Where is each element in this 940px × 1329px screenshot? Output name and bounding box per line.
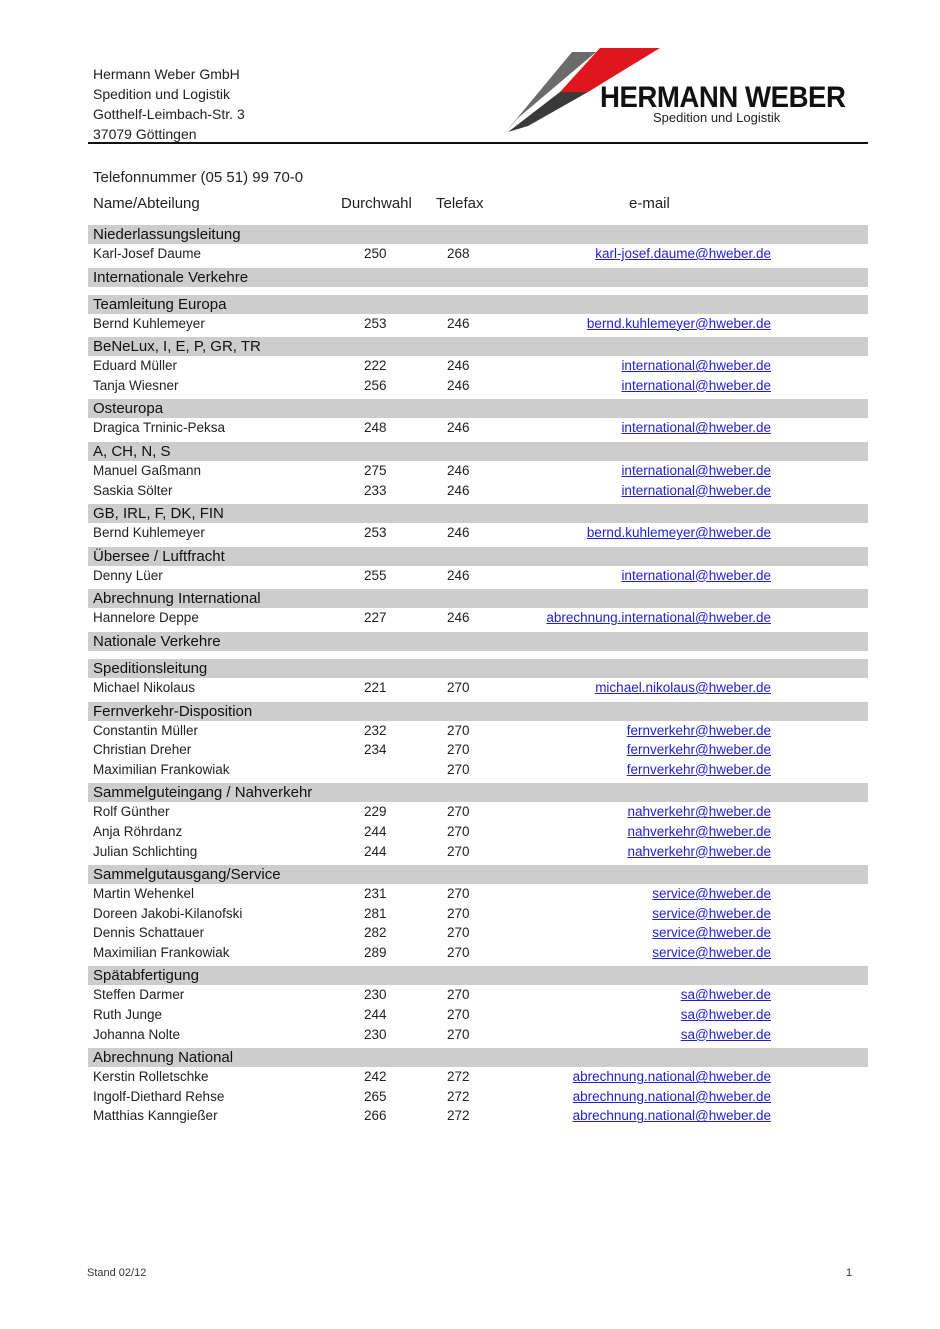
contact-row bbox=[88, 760, 868, 780]
department-section bbox=[88, 702, 868, 780]
department-section bbox=[88, 442, 868, 500]
contact-name: Maximilian Frankowiak bbox=[93, 761, 230, 777]
contact-email-link[interactable]: international@hweber.de bbox=[621, 420, 771, 436]
department-heading: Übersee / Luftfracht bbox=[88, 547, 868, 566]
contact-name: Doreen Jakobi-Kilanofski bbox=[93, 905, 243, 921]
contact-extension: 244 bbox=[364, 1007, 387, 1023]
contact-email-link[interactable]: abrechnung.national@hweber.de bbox=[572, 1108, 771, 1124]
company-address bbox=[93, 64, 245, 144]
contact-name: Dragica Trninic-Peksa bbox=[93, 420, 226, 436]
logo-subtitle: Spedition und Logistik bbox=[653, 110, 781, 125]
contact-name: Christian Dreher bbox=[93, 742, 192, 758]
contact-fax: 246 bbox=[447, 610, 470, 626]
contact-name: Bernd Kuhlemeyer bbox=[93, 525, 205, 541]
department-heading: Abrechnung National bbox=[88, 1048, 868, 1067]
department-heading: Sammelguteingang / Nahverkehr bbox=[88, 783, 868, 802]
contact-fax: 270 bbox=[447, 925, 470, 941]
contact-fax: 270 bbox=[447, 1007, 470, 1023]
contact-name: Michael Nikolaus bbox=[93, 679, 196, 695]
contact-fax: 270 bbox=[447, 679, 470, 695]
company-line2: Spedition und Logistik bbox=[93, 86, 230, 102]
contact-name: Ingolf-Diethard Rehse bbox=[93, 1088, 225, 1104]
contact-extension: 281 bbox=[364, 905, 387, 921]
contact-email-link[interactable]: nahverkehr@hweber.de bbox=[627, 823, 771, 839]
contact-extension: 221 bbox=[364, 679, 387, 695]
contact-fax: 270 bbox=[447, 843, 470, 859]
department-section bbox=[88, 295, 868, 334]
company-logo bbox=[500, 46, 870, 138]
department-section bbox=[88, 225, 868, 264]
contact-email-link[interactable]: international@hweber.de bbox=[621, 482, 771, 498]
footer-page-number: 1 bbox=[846, 1267, 853, 1279]
contact-row bbox=[88, 1025, 868, 1045]
contact-row bbox=[88, 1067, 868, 1087]
contact-row bbox=[88, 418, 868, 438]
contact-extension: 244 bbox=[364, 843, 387, 859]
contact-name: Hannelore Deppe bbox=[93, 610, 199, 626]
contact-row bbox=[88, 904, 868, 924]
department-section bbox=[88, 1048, 868, 1126]
contact-email-link[interactable]: fernverkehr@hweber.de bbox=[626, 742, 771, 758]
department-heading: Abrechnung International bbox=[88, 589, 868, 608]
contact-row bbox=[88, 523, 868, 543]
contact-fax: 246 bbox=[447, 420, 470, 436]
department-section bbox=[88, 966, 868, 1044]
department-section bbox=[88, 399, 868, 438]
department-section bbox=[88, 865, 868, 962]
contact-extension: 230 bbox=[364, 987, 387, 1003]
contact-extension: 234 bbox=[364, 742, 387, 758]
contact-fax: 272 bbox=[447, 1108, 470, 1124]
contact-row bbox=[88, 802, 868, 822]
header-divider bbox=[88, 142, 868, 144]
department-heading: Nationale Verkehre bbox=[88, 632, 868, 651]
contact-row bbox=[88, 721, 868, 741]
contact-fax: 270 bbox=[447, 944, 470, 960]
contact-extension: 255 bbox=[364, 567, 387, 583]
contact-name: Bernd Kuhlemeyer bbox=[93, 315, 205, 331]
contact-name: Rolf Günther bbox=[93, 804, 170, 820]
column-header-name: Name/Abteilung bbox=[93, 195, 200, 212]
contact-fax: 268 bbox=[447, 246, 470, 261]
contact-extension: 231 bbox=[364, 886, 387, 902]
department-heading: BeNeLux, I, E, P, GR, TR bbox=[88, 337, 868, 356]
department-section bbox=[88, 783, 868, 861]
department-section bbox=[88, 337, 868, 395]
contact-email-link[interactable]: international@hweber.de bbox=[621, 377, 771, 393]
contact-name: Anja Röhrdanz bbox=[93, 823, 183, 839]
contact-extension: 230 bbox=[364, 1026, 387, 1042]
contact-name: Saskia Sölter bbox=[93, 482, 173, 498]
contact-row bbox=[88, 740, 868, 760]
main-phone-number: Telefonnummer (05 51) 99 70-0 bbox=[93, 169, 304, 186]
contact-email-link[interactable]: abrechnung.international@hweber.de bbox=[546, 610, 771, 626]
contact-row bbox=[88, 608, 868, 628]
contact-name: Ruth Junge bbox=[93, 1007, 163, 1023]
company-street: Gotthelf-Leimbach-Str. 3 bbox=[93, 106, 245, 122]
contact-name: Denny Lüer bbox=[93, 567, 163, 583]
contact-row bbox=[88, 678, 868, 698]
contact-email-link[interactable]: fernverkehr@hweber.de bbox=[626, 761, 771, 777]
department-heading: Sammelgutausgang/Service bbox=[88, 865, 868, 884]
contact-directory bbox=[88, 225, 868, 1130]
logo-wordmark: HERMANN WEBER bbox=[600, 81, 846, 114]
contact-row bbox=[88, 376, 868, 396]
contact-email-link[interactable]: fernverkehr@hweber.de bbox=[626, 722, 771, 738]
contact-row bbox=[88, 1005, 868, 1025]
column-header-email: e-mail bbox=[629, 195, 670, 212]
contact-row bbox=[88, 461, 868, 481]
contact-email-link[interactable]: nahverkehr@hweber.de bbox=[627, 843, 771, 859]
contact-fax: 270 bbox=[447, 886, 470, 902]
column-header-fax: Telefax bbox=[436, 195, 484, 212]
contact-row bbox=[88, 842, 868, 862]
contact-fax: 272 bbox=[447, 1088, 470, 1104]
contact-fax: 246 bbox=[447, 482, 470, 498]
department-heading: Spätabfertigung bbox=[88, 966, 868, 985]
contact-email-link[interactable]: bernd.kuhlemeyer@hweber.de bbox=[586, 315, 771, 331]
contact-fax: 270 bbox=[447, 1026, 470, 1042]
department-section bbox=[88, 268, 868, 287]
contact-email-link[interactable]: michael.nikolaus@hweber.de bbox=[595, 679, 771, 695]
contact-fax: 270 bbox=[447, 722, 470, 738]
contact-extension: 256 bbox=[364, 377, 387, 393]
contact-row bbox=[88, 923, 868, 943]
contact-extension: 266 bbox=[364, 1108, 387, 1124]
contact-email-link[interactable]: international@hweber.de bbox=[621, 567, 771, 583]
contact-email-link[interactable]: service@hweber.de bbox=[652, 925, 771, 941]
contact-row bbox=[88, 481, 868, 501]
footer-stand: Stand 02/12 bbox=[87, 1267, 147, 1279]
contact-email-link[interactable]: nahverkehr@hweber.de bbox=[627, 804, 771, 820]
contact-email-link[interactable]: abrechnung.national@hweber.de bbox=[572, 1088, 771, 1104]
column-header-extension: Durchwahl bbox=[341, 195, 412, 212]
contact-row bbox=[88, 356, 868, 376]
contact-row bbox=[88, 244, 868, 264]
department-heading: Osteuropa bbox=[88, 399, 868, 418]
contact-email-link[interactable]: service@hweber.de bbox=[652, 905, 771, 921]
contact-email-link[interactable]: service@hweber.de bbox=[652, 886, 771, 902]
contact-name: Steffen Darmer bbox=[93, 987, 185, 1003]
contact-row bbox=[88, 314, 868, 334]
department-heading: Internationale Verkehre bbox=[88, 268, 868, 287]
contact-row bbox=[88, 1106, 868, 1126]
contact-extension: 244 bbox=[364, 823, 387, 839]
contact-email-link[interactable]: sa@hweber.de bbox=[680, 1026, 771, 1042]
contact-email-link[interactable]: bernd.kuhlemeyer@hweber.de bbox=[586, 525, 771, 541]
contact-fax: 270 bbox=[447, 905, 470, 921]
contact-name: Eduard Müller bbox=[93, 358, 178, 374]
contact-fax: 246 bbox=[447, 315, 470, 331]
contact-extension: 253 bbox=[364, 525, 387, 541]
contact-email-link[interactable]: international@hweber.de bbox=[621, 462, 771, 478]
department-heading: GB, IRL, F, DK, FIN bbox=[88, 504, 868, 523]
contact-email-link[interactable]: abrechnung.national@hweber.de bbox=[572, 1069, 771, 1085]
contact-fax: 270 bbox=[447, 761, 470, 777]
department-heading: Speditionsleitung bbox=[88, 659, 868, 678]
contact-name: Tanja Wiesner bbox=[93, 377, 179, 393]
department-heading: Fernverkehr-Disposition bbox=[88, 702, 868, 721]
contact-extension: 222 bbox=[364, 358, 387, 374]
logo-dark-stripe bbox=[508, 92, 588, 132]
department-section bbox=[88, 547, 868, 586]
contact-fax: 246 bbox=[447, 567, 470, 583]
contact-extension: 275 bbox=[364, 462, 387, 478]
department-heading: A, CH, N, S bbox=[88, 442, 868, 461]
contact-name: Martin Wehenkel bbox=[93, 886, 195, 902]
contact-row bbox=[88, 943, 868, 963]
contact-extension: 265 bbox=[364, 1088, 387, 1104]
contact-email-link[interactable]: service@hweber.de bbox=[652, 944, 771, 960]
contact-fax: 270 bbox=[447, 804, 470, 820]
contact-row bbox=[88, 822, 868, 842]
contact-fax: 270 bbox=[447, 742, 470, 758]
contact-row bbox=[88, 566, 868, 586]
contact-extension: 282 bbox=[364, 925, 387, 941]
contact-extension: 253 bbox=[364, 315, 387, 331]
department-section bbox=[88, 589, 868, 628]
contact-row bbox=[88, 985, 868, 1005]
contact-email-link[interactable]: sa@hweber.de bbox=[680, 987, 771, 1003]
contact-name: Johanna Nolte bbox=[93, 1026, 181, 1042]
contact-name: Karl-Josef Daume bbox=[93, 246, 202, 261]
department-heading: Teamleitung Europa bbox=[88, 295, 868, 314]
contact-extension: 227 bbox=[364, 610, 387, 626]
contact-name: Dennis Schattauer bbox=[93, 925, 205, 941]
contact-name: Julian Schlichting bbox=[93, 843, 198, 859]
department-section bbox=[88, 632, 868, 651]
contact-email-link[interactable]: international@hweber.de bbox=[621, 358, 771, 374]
contact-extension: 229 bbox=[364, 804, 387, 820]
contact-email-link[interactable]: karl-josef.daume@hweber.de bbox=[595, 246, 771, 261]
contact-fax: 246 bbox=[447, 525, 470, 541]
contact-name: Matthias Kanngießer bbox=[93, 1108, 218, 1124]
contact-name: Kerstin Rolletschke bbox=[93, 1069, 209, 1085]
contact-name: Constantin Müller bbox=[93, 722, 199, 738]
contact-fax: 270 bbox=[447, 987, 470, 1003]
contact-fax: 246 bbox=[447, 462, 470, 478]
department-heading: Niederlassungsleitung bbox=[88, 225, 868, 244]
contact-name: Manuel Gaßmann bbox=[93, 462, 202, 478]
contact-extension: 242 bbox=[364, 1069, 387, 1085]
contact-extension: 250 bbox=[364, 246, 387, 261]
contact-row bbox=[88, 1087, 868, 1107]
contact-row bbox=[88, 884, 868, 904]
contact-name: Maximilian Frankowiak bbox=[93, 944, 230, 960]
department-section bbox=[88, 504, 868, 543]
department-section bbox=[88, 659, 868, 698]
company-name: Hermann Weber GmbH bbox=[93, 66, 240, 82]
contact-extension: 233 bbox=[364, 482, 387, 498]
contact-fax: 272 bbox=[447, 1069, 470, 1085]
contact-extension: 289 bbox=[364, 944, 387, 960]
company-city: 37079 Göttingen bbox=[93, 126, 197, 142]
contact-extension: 232 bbox=[364, 722, 387, 738]
contact-fax: 270 bbox=[447, 823, 470, 839]
contact-extension: 248 bbox=[364, 420, 387, 436]
contact-fax: 246 bbox=[447, 358, 470, 374]
contact-fax: 246 bbox=[447, 377, 470, 393]
contact-email-link[interactable]: sa@hweber.de bbox=[680, 1007, 771, 1023]
